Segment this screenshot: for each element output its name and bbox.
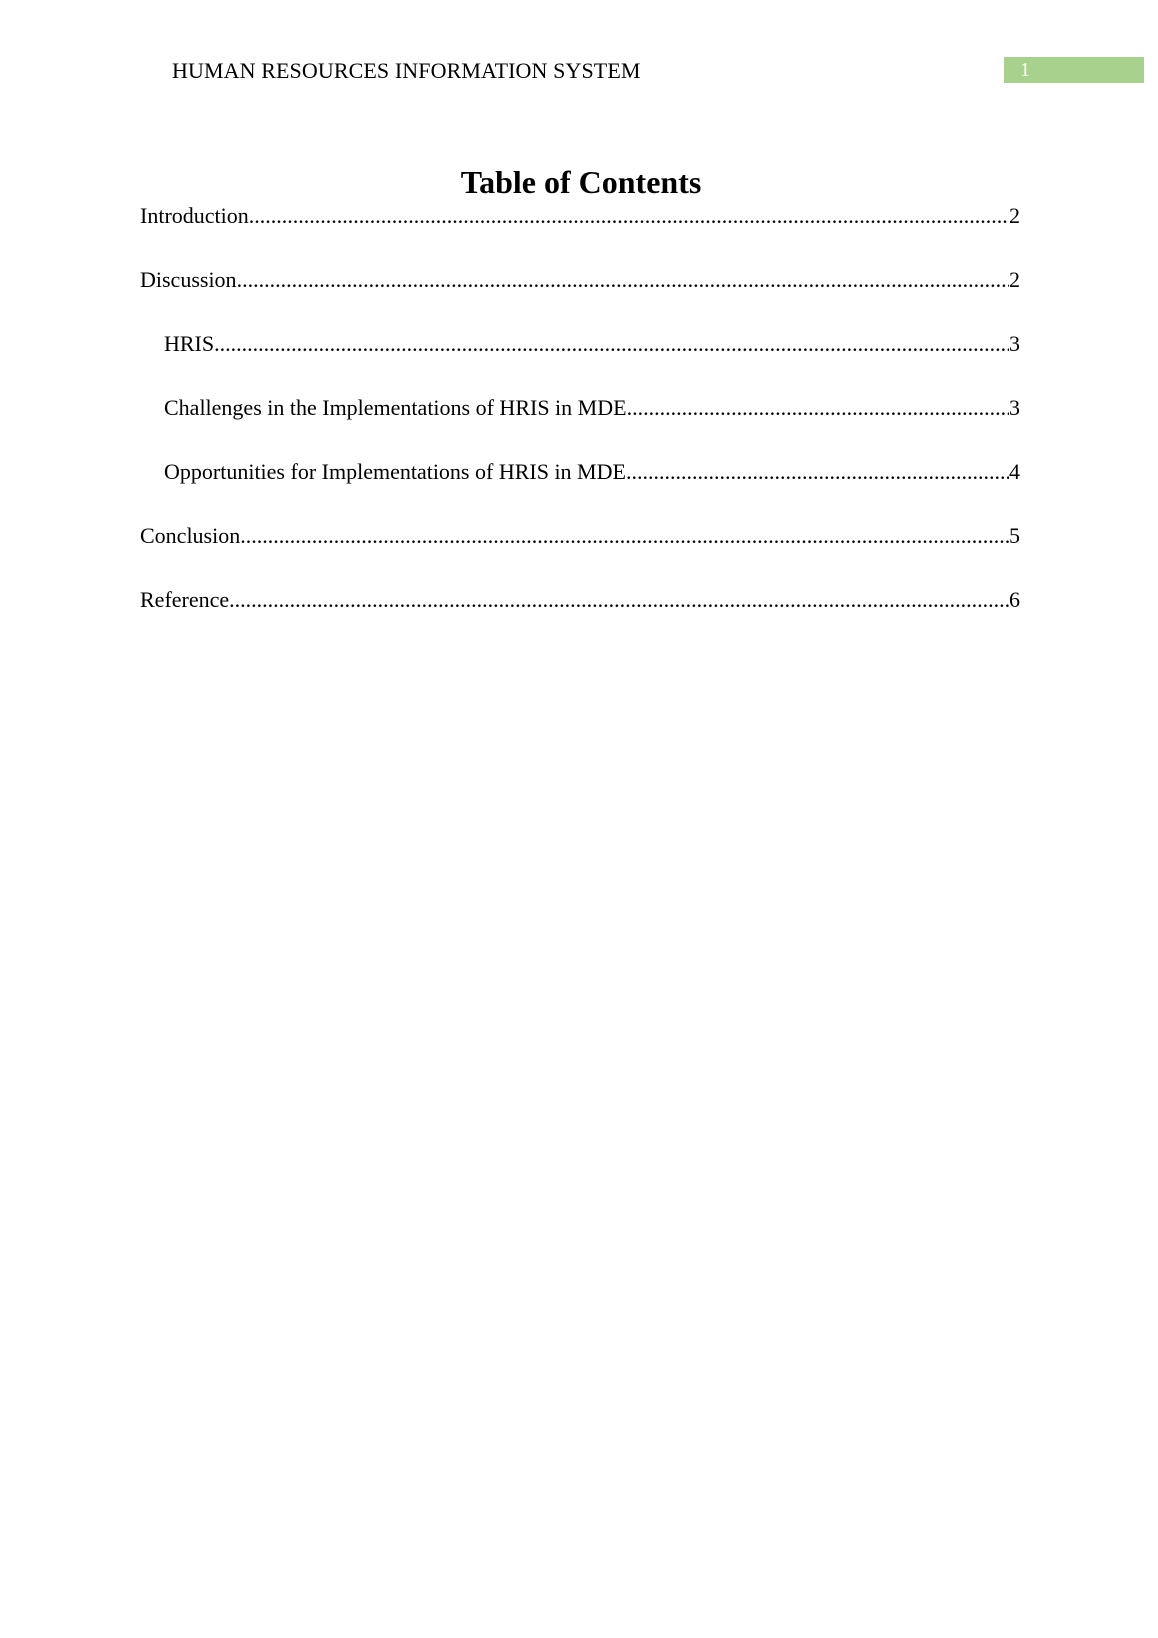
toc-entry-label: Conclusion (140, 523, 241, 548)
toc-dot-leader (240, 520, 1009, 552)
toc-entry-page: 3 (1009, 395, 1020, 420)
toc-entry-label: Challenges in the Implementations of HRIS in MDE (164, 395, 627, 420)
toc-dot-leader (214, 328, 1009, 360)
toc-entry-challenges[interactable] (140, 392, 1020, 456)
toc-entry-reference[interactable] (140, 584, 1020, 648)
toc-dot-leader (626, 456, 1009, 488)
toc-entry-page: 5 (1009, 523, 1020, 548)
toc-entry-label: Reference (140, 587, 230, 612)
page-number-badge (1004, 57, 1144, 83)
toc-entry-page: 2 (1009, 203, 1020, 228)
toc-entry-introduction[interactable] (140, 200, 1020, 264)
toc-entry-discussion[interactable] (140, 264, 1020, 328)
toc-entry-label: Opportunities for Implementations of HRIS in MDE (164, 459, 626, 484)
toc-dot-leader (249, 200, 1009, 232)
toc-entry-opportunities[interactable] (140, 456, 1020, 520)
toc-dot-leader (627, 392, 1009, 424)
toc-entry-label: HRIS (164, 331, 215, 356)
toc-entry-hris[interactable] (140, 328, 1020, 392)
toc-dot-leader (229, 584, 1009, 616)
toc-entry-label: Introduction (140, 203, 249, 228)
toc-entry-page: 6 (1009, 587, 1020, 612)
toc-entry-page: 2 (1009, 267, 1020, 292)
toc-dot-leader (237, 264, 1009, 296)
page-number: 1 (1020, 59, 1030, 81)
toc-heading: Table of Contents (460, 164, 702, 200)
toc-entry-page: 4 (1009, 459, 1020, 484)
toc-entry-page: 3 (1009, 331, 1020, 356)
toc-list (140, 200, 1020, 648)
toc-entry-conclusion[interactable] (140, 520, 1020, 584)
running-header-title: HUMAN RESOURCES INFORMATION SYSTEM (172, 58, 641, 83)
toc-entry-label: Discussion (140, 267, 237, 292)
